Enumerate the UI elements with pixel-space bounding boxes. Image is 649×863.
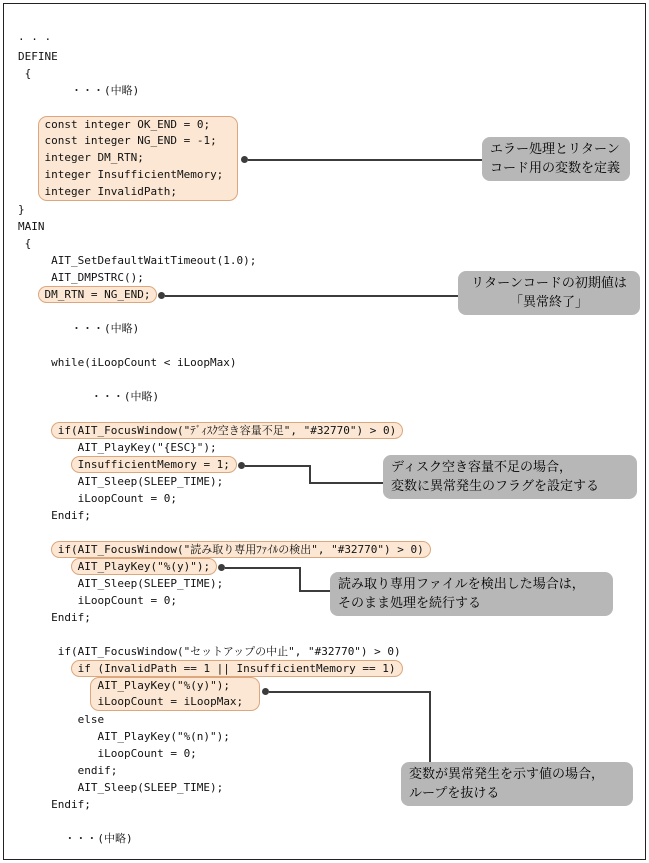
code-line: ・・・(中略): [18, 390, 160, 403]
highlight-box: iLoopCount = iLoopMax;: [90, 694, 260, 711]
connector-dot: [262, 688, 269, 695]
code-line: Endif;: [18, 509, 91, 522]
callout-text: 変数に異常発生のフラグを設定する: [391, 478, 600, 494]
code-line: ・・・(中略): [18, 84, 140, 97]
code-line: else: [18, 713, 105, 726]
code-line: [18, 626, 638, 643]
code-line: [18, 371, 638, 388]
code-line: [18, 524, 638, 541]
highlight-box: integer InsufficientMemory;: [38, 167, 238, 184]
code-line: {: [18, 237, 32, 250]
connector-line: [429, 691, 431, 763]
connector-line: [165, 295, 458, 297]
code-line: [18, 337, 638, 354]
highlight-box: AIT_PlayKey("%(y)");: [90, 677, 260, 694]
callout-text: エラー処理とリターン: [490, 142, 620, 157]
code-line: AIT_Sleep(SLEEP_TIME);: [18, 475, 224, 488]
code-line: while(iLoopCount < iLoopMax): [18, 356, 237, 369]
callout-disk-full: [383, 455, 637, 499]
highlight-box: integer DM_RTN;: [38, 150, 238, 167]
connector-line: [248, 159, 482, 161]
connector-dot: [238, 462, 245, 469]
callout-text: ループを抜ける: [409, 785, 500, 801]
code-line: [18, 541, 638, 558]
highlight-box: InsufficientMemory = 1;: [71, 456, 237, 473]
code-line: ・・・(中略): [18, 322, 140, 335]
code-line: · · ·: [18, 33, 52, 46]
code-line: AIT_PlayKey("%(n)");: [18, 730, 230, 743]
callout-return-init: [458, 271, 640, 315]
highlight-box: if(AIT_FocusWindow("読み取り専用ﾌｧｲﾙの検出", "#32770") > 0): [51, 541, 431, 558]
callout-text: ディスク空き容量不足の場合，: [391, 460, 572, 475]
connector-line: [309, 482, 383, 484]
code-line: AIT_SetDefaultWaitTimeout(1.0);: [18, 254, 257, 267]
code-line: AIT_PlayKey("{ESC}");: [18, 441, 217, 454]
code-line: DEFINE: [18, 50, 58, 63]
code-line: Endif;: [18, 611, 91, 624]
code-line: endif;: [18, 764, 118, 777]
callout-text: 「異常終了」: [509, 294, 588, 310]
code-line: AIT_DMPSTRC();: [18, 271, 144, 284]
highlight-box: const integer OK_END = 0;: [38, 116, 238, 133]
callout-text: リターンコードの初期値は: [471, 276, 627, 291]
code-line: [18, 694, 638, 711]
highlight-box: const integer NG_END = -1;: [38, 133, 238, 150]
code-line: Endif;: [18, 798, 91, 811]
code-line: [18, 422, 638, 439]
code-line: AIT_Sleep(SLEEP_TIME);: [18, 781, 224, 794]
callout-text: 読み取り専用ファイルを検出した場合は，: [338, 577, 585, 592]
connector-dot: [158, 292, 165, 299]
callout-define-vars: [482, 137, 630, 181]
code-line: iLoopCount = 0;: [18, 492, 177, 505]
highlight-box: DM_RTN = NG_END;: [38, 286, 158, 303]
callout-readonly: [330, 572, 613, 616]
code-line: ・・・(中略): [18, 832, 133, 845]
code-line: }: [18, 203, 25, 216]
code-line: [18, 184, 638, 201]
code-line: [18, 99, 638, 116]
code-line: if(AIT_FocusWindow("セットアップの中止", "#32770") > 0): [18, 645, 401, 658]
code-line: [18, 405, 638, 422]
highlight-box: if(AIT_FocusWindow("ﾃﾞｨｽｸ空き容量不足", "#32770") > 0): [51, 422, 404, 439]
code-line: [18, 660, 638, 677]
connector-line: [299, 590, 330, 592]
highlight-box: if (InvalidPath == 1 || InsufficientMemory == 1): [71, 660, 403, 677]
highlight-box: AIT_PlayKey("%(y)");: [71, 558, 217, 575]
code-line: {: [18, 67, 32, 80]
connector-line: [269, 691, 431, 693]
code-line: iLoopCount = 0;: [18, 594, 177, 607]
code-line: [18, 813, 638, 830]
callout-text: 変数が異常発生を示す値の場合，: [409, 767, 605, 782]
code-line: MAIN: [18, 220, 45, 233]
connector-line: [245, 465, 311, 467]
connector-dot: [218, 564, 225, 571]
callout-text: そのまま処理を続行する: [338, 595, 482, 611]
callout-loop-exit: [401, 762, 633, 806]
connector-line: [299, 567, 301, 592]
connector-line: [225, 567, 301, 569]
highlight-box: integer InvalidPath;: [38, 184, 238, 201]
code-line: AIT_Sleep(SLEEP_TIME);: [18, 577, 224, 590]
callout-text: コード用の変数を定義: [490, 160, 621, 176]
connector-dot: [241, 156, 248, 163]
code-line: [18, 116, 638, 133]
code-line: iLoopCount = 0;: [18, 747, 197, 760]
